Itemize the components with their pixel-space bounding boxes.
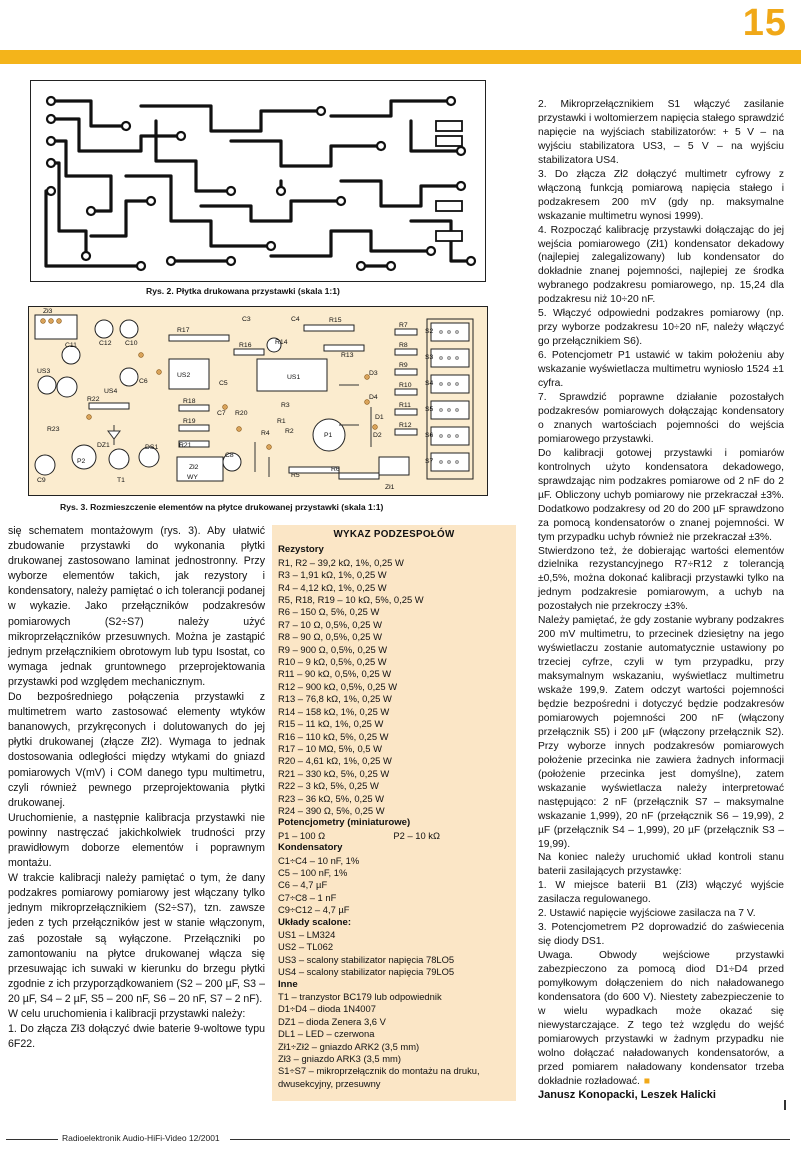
component-label: R3: [281, 402, 290, 409]
component-label: R19: [183, 418, 196, 425]
component-label: S7: [425, 458, 434, 465]
parts-list-item: R13 – 76,8 kΩ, 1%, 0,25 W: [278, 693, 392, 705]
parts-list-item: R23 – 36 kΩ, 5%, 0,25 W: [278, 792, 385, 804]
figure-2-caption: Rys. 2. Płytka drukowana przystawki (skala 1:1): [146, 286, 340, 296]
component-label: DS1: [145, 444, 159, 451]
left-paragraph: W celu uruchomienia i kalibracji przystawki należy:: [8, 1008, 246, 1020]
component-label: D2: [373, 432, 382, 439]
parts-list-item: DZ1 – dioda Zenera 3,6 V: [278, 1015, 386, 1027]
page-edge-mark: [784, 1100, 786, 1110]
right-paragraph: Na koniec należy uruchomić układ kontroli stanu baterii zasilających przystawkę:: [538, 852, 784, 878]
component-label: R15: [329, 317, 342, 324]
parts-list-item: R20 – 4,61 kΩ, 1%, 0,25 W: [278, 755, 392, 767]
component-label: P1: [324, 432, 333, 439]
parts-list-item: US1 – LM324: [278, 929, 336, 940]
page-number: 15: [742, 2, 787, 44]
parts-list-item: R1, R2 – 39,2 kΩ, 1%, 0,25 W: [278, 556, 404, 568]
component-label: R11: [399, 402, 411, 409]
right-paragraph: 2. Ustawić napięcie wyjściowe zasilacza na 7 V.: [538, 908, 756, 920]
component-label: D4: [369, 394, 378, 401]
component-label: Zł3: [43, 308, 53, 315]
component-label: C3: [242, 316, 251, 323]
component-label: P2: [77, 458, 86, 465]
right-paragraph: Do kalibracji gotowej przystawki i pomiarów kontrolnych użyto kondensatora dekadowego, sprawdzając nim podzakres pomiarowe od 2 nF do 2 µF. Obliczony uchyb pomiarowy nie przekraczał ±3%. Dodatkowo podzakresy od 20 do 200 µF sprawdzono za pomocą kondensatorów o znanej pojemności. W tym przypadku uchyb również nie przekraczał ±3%.: [538, 447, 784, 543]
component-label: R21: [179, 442, 192, 449]
parts-list-item: S1÷S7 – mikroprzełącznik do montażu na druku, dwusekcyjny, przesuwny: [278, 1065, 480, 1089]
component-label: R10: [399, 382, 412, 389]
left-text-column: [8, 524, 265, 1052]
ics-heading: Układy scalone:: [278, 916, 352, 928]
parts-list-item: US2 – TL062: [278, 941, 334, 953]
footer-publication: Radioelektronik Audio-HiFi-Video 12/2001: [62, 1133, 220, 1143]
left-paragraph: się schematem montażowym (rys. 3). Aby ułatwić zbudowanie przystawki do wykonania płytki drukowanej zastosowano laminat jednostronny. Przy wyborze elementów takich, jak rezystory i kondensatory, należy pamiętać o ich tolerancji podanej w wykazie. Jako przełączników podzakresów pomiarowych (S2÷S7) należy użyć mikroprzełączników przesuwnych. Można je zastąpić jednym przełącznikiem obrotowym lub typu Isostat, co wymaga jednak gruntownego przeprojektowania przystawki pod względem mechanicznym.: [8, 525, 265, 688]
component-label: R20: [235, 410, 248, 417]
other-parts-list: [278, 991, 510, 1090]
parts-list-item: R9 – 900 Ω, 0,5%, 0,25 W: [278, 643, 388, 655]
parts-list-item: R4 – 4,12 kΩ, 1%, 0,25 W: [278, 581, 387, 593]
parts-list-item: D1÷D4 – dioda 1N4007: [278, 1003, 376, 1015]
footer-rule-right: [230, 1139, 790, 1140]
component-label: R16: [239, 342, 252, 349]
parts-list-title: WYKAZ PODZESPOŁÓW: [333, 529, 455, 540]
parts-list-item: R10 – 9 kΩ, 0,5%, 0,25 W: [278, 656, 387, 668]
parts-list-box: [272, 525, 516, 1101]
pcb-traces-drawing: [31, 81, 485, 281]
component-label: C7: [217, 410, 226, 417]
page-footer: [0, 1131, 801, 1147]
right-paragraph: 4. Rozpocząć kalibrację przystawki dołączając do jej wejścia pomiarowego (Zł1) kondensator dekadowy (najlepiej zalegalizowany) lub kondensator do dokładnie znanej pojemności, najlepiej ze środka wybranego podzakresu pomiarowego, np. 15,24 dla podzakresu niż 10÷20 nF.: [538, 224, 784, 306]
parts-list-item: Zł1÷Zł2 – gniazdo ARK2 (3,5 mm): [278, 1040, 420, 1052]
component-label: T1: [117, 477, 125, 484]
component-label: C12: [99, 340, 112, 347]
component-label: R14: [275, 339, 288, 346]
right-paragraph: Stwierdzono też, że dobierając wartości elementów dzielnika rezystancyjnego R7÷R12 z tolerancją ±0,5%, można dokonać kalibracji przystawki tylko na jednym podzakresie pomiarowym, a uchyb na pozostałych nie przekroczy ±3%.: [538, 545, 784, 613]
component-label: S3: [425, 354, 434, 361]
component-label: WY: [187, 474, 198, 481]
component-label: DZ1: [97, 442, 110, 449]
component-label: C4: [291, 316, 300, 323]
component-label: US1: [287, 374, 301, 381]
component-label: D1: [375, 414, 384, 421]
parts-list-item: US4 – scalony stabilizator napięcia 79LO5: [278, 966, 455, 978]
component-label: R6: [331, 466, 340, 473]
figure-component-placement: [28, 306, 488, 496]
parts-list-item: C1÷C4 – 10 nF, 1%: [278, 854, 360, 866]
component-label: R4: [261, 430, 270, 437]
component-label: US3: [37, 368, 51, 375]
parts-list-item: R8 – 90 Ω, 0,5%, 0,25 W: [278, 631, 382, 643]
right-paragraph: Uwaga. Obwody wejściowe przystawki zabezpieczono za pomocą diod D1÷D4 przed pomyłkowym dołączeniem do nich naładowanego kondensatora (do 600 V). Niestety zabezpieczenie to w wielu wypadkach może okazać się niewystarczające. Z tego też względu do wejść pomiarowych przystawki w żadnym przypadku nie wolno dołączać naładowanych kondensatorów, a przed pomiarem naładowany kondensator trzeba dokładnie rozładować. ■: [538, 950, 784, 1087]
parts-list-item: US3 – scalony stabilizator napięcia 78LO5: [278, 953, 455, 965]
parts-list-item: R7 – 10 Ω, 0,5%, 0,25 W: [278, 618, 382, 630]
figure-pcb-layout: [30, 80, 486, 282]
component-label: R12: [399, 422, 412, 429]
parts-list-item: R16 – 110 kΩ, 5%, 0,25 W: [278, 730, 389, 742]
article-authors: Janusz Konopacki, Leszek Halicki: [538, 1088, 716, 1101]
component-label: S2: [425, 328, 434, 335]
component-label: C11: [65, 342, 77, 349]
right-paragraph: 1. W miejsce baterii B1 (Zł3) włączyć wyjście zasilacza regulowanego.: [538, 880, 784, 906]
right-text-column: [538, 98, 784, 1103]
left-paragraph: 1. Do złącza Zł3 dołączyć dwie baterie 9-woltowe typu 6F22.: [8, 1023, 265, 1051]
capacitors-list: [278, 855, 510, 917]
component-label: C5: [219, 380, 228, 387]
parts-list-item: C5 – 100 nF, 1%: [278, 866, 348, 878]
ics-list: [278, 929, 510, 979]
parts-list-item: Zł3 – gniazdo ARK3 (3,5 mm): [278, 1053, 401, 1065]
other-heading: Inne: [278, 978, 298, 990]
right-paragraph: 3. Potencjometrem P2 doprowadzić do zaświecenia się diody DS1.: [538, 922, 784, 948]
parts-list-item: R5, R18, R19 – 10 kΩ, 5%, 0,25 W: [278, 594, 424, 606]
component-label: US4: [104, 388, 118, 395]
potentiometers-heading: Potencjometry (miniaturowe): [278, 817, 411, 829]
parts-list-item: C9÷C12 – 4,7 µF: [278, 904, 350, 916]
component-label: S4: [425, 380, 434, 387]
right-paragraph: Należy pamiętać, że gdy zostanie wybrany podzakres 200 mV multimetru, to przecinek dziesiętny na jego wyświetlaczu zostanie automatycznie ustawiony po trzeciej cyfrze, czyli w tym przypadku, przy maksymalnym wskazaniu, wyświetlacz multimetru wskaże 199,9. Zatem odczyt wartości pojemności będzie bezpośredni i dotyczyć będzie podzakresów pomiarowych pojemności 200 nF (włączony przełącznik S5) i 200 µF (włączony przełącznik S2). Przy wyborze innych podzakresów pomiarowych położenie przecinka nie zawiera żadnych informacji (położenie przecinka jest domyślne), zatem wskazanie wyświetlacza należy interpretować następująco: 2 nF (przełącznik S7 – maksymalne wskazanie 1,999), 20 nF (przełącznik S6 – 19,99), 2 µF (przełącznik S4 – 1,999), 20 µF (przełącznik S3 – 19,99).: [538, 615, 784, 850]
parts-list-item: R17 – 10 MΩ, 5%, 0,5 W: [278, 742, 382, 754]
component-label: R8: [399, 342, 408, 349]
component-label: C10: [125, 340, 138, 347]
right-paragraph: 3. Do złącza Zł2 dołączyć multimetr cyfrowy z włączoną funkcją pomiarową napięcia stałego i podzakresem 200 mV (gdy np. maksymalne wskazanie multimetru wynosi 1999).: [538, 168, 784, 222]
pot-p2: P2 – 10 kΩ: [393, 829, 440, 841]
component-label: US2: [177, 372, 191, 379]
component-label: R7: [399, 322, 408, 329]
left-paragraph: Uruchomienie, a następnie kalibracja przystawki nie powinny nastręczać jakichkolwiek trudności przy prawidłowym doborze elementów i poprawnym montażu.: [8, 811, 265, 870]
resistors-heading: Rezystory: [278, 544, 324, 556]
component-label: R18: [183, 398, 196, 405]
pot-p1: P1 – 100 Ω: [278, 829, 326, 841]
component-label: R9: [399, 362, 408, 369]
component-label: R5: [291, 472, 300, 479]
parts-list-item: T1 – tranzystor BC179 lub odpowiednik: [278, 991, 442, 1003]
footer-rule-left: [6, 1139, 58, 1140]
component-label: Zł2: [189, 464, 199, 471]
end-of-article-mark: ■: [643, 1075, 651, 1087]
left-paragraph: W trakcie kalibracji należy pamiętać o tym, że dany podzakres pomiarowy pomiarowy jest włączany tylko jednym mikroprzełącznikiem (S2÷S7), tzn. zawsze jeden z tych przełączników jest w stanie włączonym, zaś pozostałe są wyłączone. Przełączniki po zamontowaniu na płytce drukowanej włącza się przesuwając ich suwaki w kierunku do brzegu płytki zgodnie z ich przyporządkowaniem (S2 – 200 µF, S3 – 20 µF, S4 – 2 µF, S5 – 200 nF, S6 – 20 nF, S7 – 2 nF).: [8, 872, 265, 1005]
resistors-list: [278, 557, 510, 818]
component-placement-drawing: [29, 307, 487, 495]
component-label: D3: [369, 370, 378, 377]
component-label: R2: [285, 428, 294, 435]
component-label: R17: [177, 327, 190, 334]
component-label: C8: [225, 452, 234, 459]
component-label: S6: [425, 432, 434, 439]
right-paragraph: 7. Sprawdzić poprawne działanie pozostałych podzakresów pomiarowych dołączając kondensatory o znanych wartościach pojemności do wejścia pomiarowego przystawki.: [538, 392, 784, 445]
component-label: C9: [37, 477, 46, 484]
right-paragraph: 6. Potencjometr P1 ustawić w takim położeniu aby wskazanie wyświetlacza multimetru wyniosło 1524 ±1 cyfra.: [538, 350, 784, 390]
figure-3-caption: Rys. 3. Rozmieszczenie elementów na płytce drukowanej przystawki (skala 1:1): [60, 502, 384, 512]
parts-list-item: R15 – 11 kΩ, 1%, 0,25 W: [278, 718, 384, 730]
component-label: R22: [87, 396, 100, 403]
capacitors-heading: Kondensatory: [278, 842, 343, 854]
potentiometers-row: [278, 830, 510, 842]
component-label: C6: [139, 378, 148, 385]
parts-list-item: C6 – 4,7 µF: [278, 879, 328, 891]
parts-list-item: R22 – 3 kΩ, 5%, 0,25 W: [278, 780, 379, 792]
component-label: R13: [341, 352, 354, 359]
component-label: S5: [425, 406, 434, 413]
right-paragraph: 2. Mikroprzełącznikiem S1 włączyć zasilanie przystawki i woltomierzem napięcia stałego sprawdzić napięcie na wyjściach stabilizatorów: + 5 V – na wyjściu stabilizatora US3, – 5 V – na wyjściu stabilizatora US4.: [538, 99, 784, 166]
component-label: Zł1: [385, 484, 395, 491]
parts-list-item: R12 – 900 kΩ, 0,5%, 0,25 W: [278, 680, 398, 692]
parts-list-item: R24 – 390 Ω, 5%, 0,25 W: [278, 804, 385, 816]
right-paragraph: 5. Włączyć odpowiedni podzakres pomiarowy (np. przy wyborze podzakresu 10÷20 nF, należy włączyć go przełącznikiem S6).: [538, 308, 784, 348]
component-label: R1: [277, 418, 286, 425]
parts-list-item: R11 – 90 kΩ, 0,5%, 0,25 W: [278, 668, 392, 680]
parts-list-item: R14 – 158 kΩ, 1%, 0,25 W: [278, 705, 390, 717]
left-paragraph: Do bezpośredniego połączenia przystawki z multimetrem warto zastosować elementy wtyków bananowych, przykręconych i dolutowanych do jej płytki drukowanej (złącze Zł2). Wymaga to jednak dostosowania odległości między wtykami do gniazd pomiarowych V(mV) i COM danego typu multimetru, czyli również pewnego przeprojektowania płytki drukowanej.: [8, 691, 265, 809]
parts-list-item: R3 – 1,91 kΩ, 1%, 0,25 W: [278, 569, 387, 581]
parts-list-item: R21 – 330 kΩ, 5%, 0,25 W: [278, 767, 390, 779]
parts-list-item: C7÷C8 – 1 nF: [278, 891, 337, 903]
parts-list-item: R6 – 150 Ω, 5%, 0,25 W: [278, 606, 380, 618]
header-color-band: [0, 50, 801, 64]
parts-list-item: DL1 – LED – czerwona: [278, 1028, 375, 1040]
component-label: R23: [47, 426, 60, 433]
